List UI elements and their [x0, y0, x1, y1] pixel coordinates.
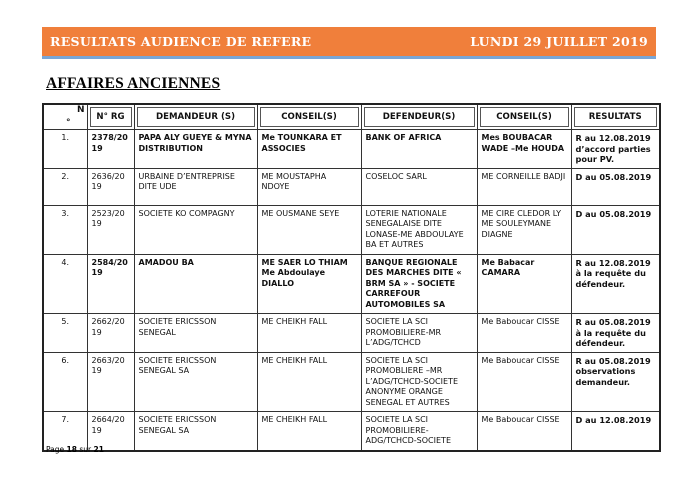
cell-defendeur: LOTERIE NATIONALE SENEGALAISE DITE LONASE-ME ABDOULAYE BA ET AUTRES — [361, 205, 477, 254]
table-row — [43, 314, 660, 353]
cell-conseil-demandeur: ME CHEIKH FALL — [257, 412, 361, 451]
cell-number: 4. — [43, 254, 87, 314]
cell-defendeur: SOCIETE LA SCI PROMOBLIERE –MR L’ADG/TCHCD-SOCIETE ANONYME ORANGE SENEGAL ET AUTRES — [361, 352, 477, 412]
cell-defendeur: SOCIETE LA SCI PROMOBILIERE-ADG/TCHCD-SOCIETE — [361, 412, 477, 451]
cell-resultat: D au 05.08.2019 — [571, 205, 660, 254]
header-conseil-defendeur: CONSEIL(S) — [477, 104, 571, 130]
cell-conseil-defendeur: ME CORNEILLE BADJI — [477, 168, 571, 205]
cell-demandeur: SOCIETE ERICSSON SENEGAL SA — [134, 352, 257, 412]
cell-demandeur: AMADOU BA — [134, 254, 257, 314]
table-row — [43, 130, 660, 169]
cell-conseil-demandeur: Me TOUNKARA ET ASSOCIES — [257, 130, 361, 169]
header-resultats: RESULTATS — [571, 104, 660, 130]
header-rg: N° RG — [87, 104, 134, 130]
footer-middle: sur — [76, 445, 94, 454]
cell-resultat: R au 05.08.2019 observations demandeur. — [571, 352, 660, 412]
cell-demandeur: SOCIETE ERICSSON SENEGAL SA — [134, 412, 257, 451]
table-row — [43, 254, 660, 314]
page-footer — [46, 445, 104, 454]
cell-resultat: R au 12.08.2019 à la requête du défendeur. — [571, 254, 660, 314]
cell-defendeur: SOCIETE LA SCI PROMOBILIERE-MR L’ADG/TCHCD — [361, 314, 477, 353]
cell-resultat: D au 12.08.2019 — [571, 412, 660, 451]
cell-conseil-demandeur: ME CHEIKH FALL — [257, 314, 361, 353]
cell-rg: 2523/2019 — [87, 205, 134, 254]
header-banner — [42, 27, 656, 59]
cell-number: 6. — [43, 352, 87, 412]
cell-number: 3. — [43, 205, 87, 254]
header-defendeur: DEFENDEUR(S) — [361, 104, 477, 130]
cell-demandeur: SOCIETE KO COMPAGNY — [134, 205, 257, 254]
cell-number: 1. — [43, 130, 87, 169]
header-number: N ° — [43, 104, 87, 130]
cell-resultat: R au 05.08.2019 à la requête du défendeur. — [571, 314, 660, 353]
cell-rg: 2662/2019 — [87, 314, 134, 353]
banner-date: LUNDI 29 JUILLET 2019 — [470, 34, 648, 49]
cell-conseil-demandeur: ME SAER LO THIAM Me Abdoulaye DIALLO — [257, 254, 361, 314]
cell-number: 5. — [43, 314, 87, 353]
footer-total-pages: 21 — [93, 445, 104, 454]
cell-rg: 2584/2019 — [87, 254, 134, 314]
footer-current-page: 18 — [66, 445, 77, 454]
cell-conseil-defendeur: Mes BOUBACAR WADE –Me HOUDA — [477, 130, 571, 169]
cell-conseil-defendeur: Me Baboucar CISSE — [477, 314, 571, 353]
cell-number: 2. — [43, 168, 87, 205]
footer-prefix: Page — [46, 445, 67, 454]
cell-conseil-demandeur: ME OUSMANE SEYE — [257, 205, 361, 254]
cell-conseil-defendeur: Me Baboucar CISSE — [477, 412, 571, 451]
cell-conseil-defendeur: Me Baboucar CISSE — [477, 352, 571, 412]
cell-defendeur: BANQUE REGIONALE DES MARCHES DITE « BRM SA » - SOCIETE CARREFOUR AUTOMOBILES SA — [361, 254, 477, 314]
cell-rg: 2636/2019 — [87, 168, 134, 205]
cell-conseil-defendeur: ME CIRE CLEDOR LY ME SOULEYMANE DIAGNE — [477, 205, 571, 254]
cell-number: 7. — [43, 412, 87, 451]
table-row — [43, 352, 660, 412]
banner-title: RESULTATS AUDIENCE DE REFERE — [50, 34, 312, 49]
section-title: AFFAIRES ANCIENNES — [46, 75, 221, 92]
cell-rg: 2663/2019 — [87, 352, 134, 412]
cases-table — [42, 103, 661, 452]
cell-resultat: D au 05.08.2019 — [571, 168, 660, 205]
cell-demandeur: URBAINE D’ENTREPRISE DITE UDE — [134, 168, 257, 205]
table-row — [43, 412, 660, 451]
cell-conseil-demandeur: ME CHEIKH FALL — [257, 352, 361, 412]
cell-conseil-defendeur: Me Babacar CAMARA — [477, 254, 571, 314]
cell-demandeur: PAPA ALY GUEYE & MYNA DISTRIBUTION — [134, 130, 257, 169]
cell-demandeur: SOCIETE ERICSSON SENEGAL — [134, 314, 257, 353]
cell-rg: 2378/2019 — [87, 130, 134, 169]
cell-defendeur: BANK OF AFRICA — [361, 130, 477, 169]
cell-defendeur: COSELOC SARL — [361, 168, 477, 205]
header-demandeur: DEMANDEUR (S) — [134, 104, 257, 130]
table-header-row — [43, 104, 660, 130]
header-conseil-demandeur: CONSEIL(S) — [257, 104, 361, 130]
cell-rg: 2664/2019 — [87, 412, 134, 451]
table-row — [43, 205, 660, 254]
cell-resultat: R au 12.08.2019 d’accord parties pour PV. — [571, 130, 660, 169]
cell-conseil-demandeur: ME MOUSTAPHA NDOYE — [257, 168, 361, 205]
table-row — [43, 168, 660, 205]
